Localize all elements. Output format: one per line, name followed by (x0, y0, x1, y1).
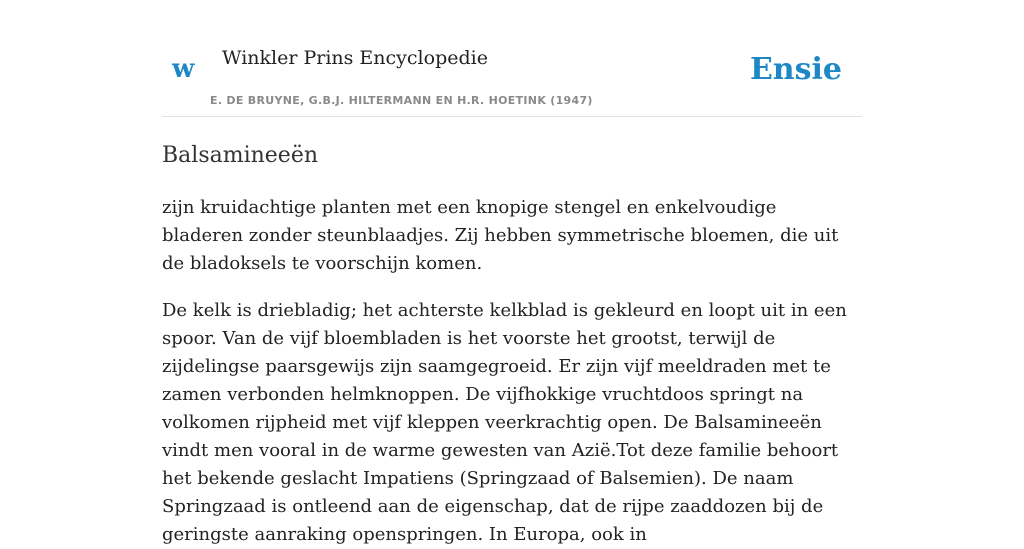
article (162, 141, 862, 549)
publication-title[interactable]: Winkler Prins Encyclopedie (222, 47, 488, 69)
page (162, 0, 862, 545)
article-paragraph-1: zijn kruidachtige planten met een knopige stengel en enkelvoudige bladeren zonder steunblaadjes. Zij hebben symmetrische bloemen, die uit de bladoksels te voorschijn komen. (162, 197, 839, 274)
article-paragraph-2: De kelk is driebladig; het achterste kelkblad is gekleurd en loopt uit in een spoor. Van de vijf bloembladen is het voorste het grootst, terwijl de zijdelingse paarsgewijs zijn saamgegroeid. Er zijn vijf meeldraden met te zamen verbonden helmknoppen. De vijfhokkige vruchtdoos springt na volkomen rijpheid met vijf kleppen veerkrachtig open. De Balsamineeën vindt men vooral in de warme gewesten van Azië.Tot deze familie behoort het bekende geslacht Impatiens (Springzaad of Balsemien). De naam Springzaad is ontleend aan de eigenschap, dat de rijpe zaaddozen bij de geringste aanraking openspringen. In Europa, ook in (162, 300, 847, 545)
publication-authors: E. DE BRUYNE, G.B.J. HILTERMANN EN H.R. HOETINK (1947) (210, 94, 593, 107)
winkler-prins-logo[interactable]: w (172, 54, 195, 84)
site-header (162, 0, 862, 117)
ensie-logo[interactable]: Ensie (749, 52, 842, 87)
article-title: Balsamineeën (162, 143, 319, 168)
